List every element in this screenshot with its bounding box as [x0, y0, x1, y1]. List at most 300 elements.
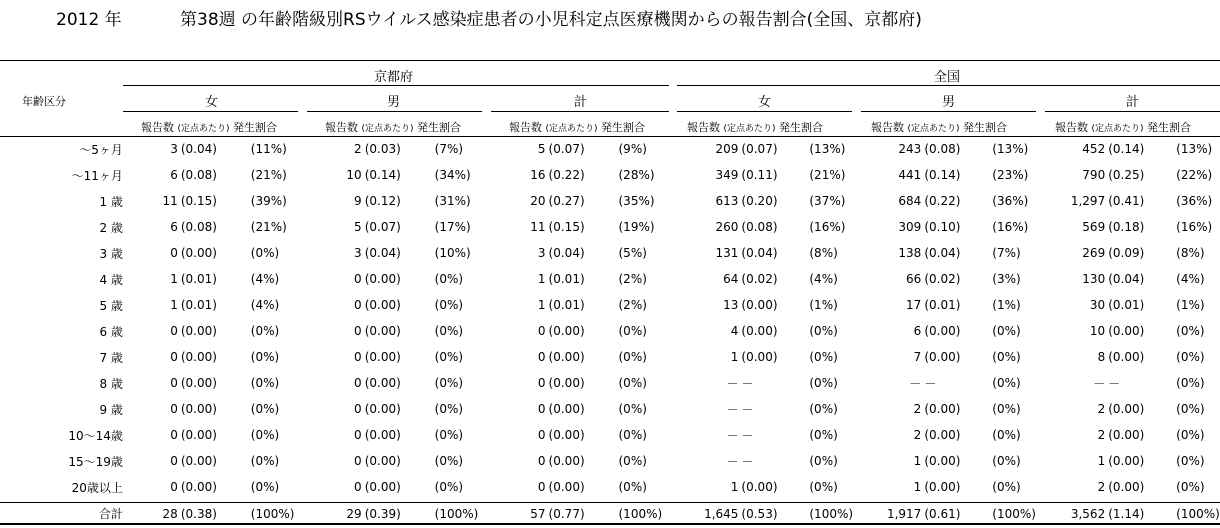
kyoto-group-rule: [123, 85, 669, 86]
group-national: 全国: [934, 70, 961, 85]
top-rule: [0, 60, 1220, 61]
table-row: [0, 292, 1220, 318]
per-site-cell: (0.00): [1108, 428, 1145, 442]
reports-cell: 20: [530, 194, 546, 208]
per-site-cell: (0.10): [924, 220, 961, 234]
reports-cell: 1,917: [886, 506, 922, 521]
rate-cell: (100%): [1176, 506, 1220, 521]
rate-cell: (11%): [250, 142, 287, 156]
rate-cell: (0%): [1176, 402, 1205, 416]
reports-cell: 452: [1082, 142, 1106, 156]
rate-cell: (0%): [250, 402, 280, 416]
reports-cell: 5: [354, 220, 362, 234]
table-row: [0, 448, 1220, 474]
rate-cell: (100%): [250, 506, 295, 521]
reports-cell: 66: [906, 272, 922, 286]
per-site-cell: (0.00): [924, 402, 961, 416]
col-per: (定点あたり): [545, 124, 598, 134]
year-label: 2012 年: [56, 10, 122, 30]
table-row: [0, 396, 1220, 422]
reports-cell: 1,645: [704, 506, 739, 521]
rate-cell: (7%): [434, 142, 464, 156]
reports-cell: 6: [170, 168, 178, 182]
age-cell: 8 歳: [99, 376, 123, 391]
rate-cell: (31%): [434, 194, 471, 208]
reports-cell: 29: [346, 506, 362, 521]
table-row: [0, 266, 1220, 292]
national-group-rule: [677, 85, 1220, 86]
per-site-cell: (0.02): [741, 272, 778, 286]
table-row: [0, 370, 1220, 396]
col-reports: 報告数: [325, 121, 358, 134]
rate-cell: (28%): [618, 168, 655, 182]
per-site-cell: (0.01): [548, 272, 585, 286]
rate-cell: (0%): [618, 376, 647, 390]
reports-cell: 0: [170, 350, 178, 364]
rate-cell: (1%): [809, 298, 838, 312]
reports-cell: 1: [913, 454, 922, 468]
reports-cell: 2: [1097, 480, 1106, 494]
reports-cell: 28: [162, 506, 178, 521]
rate-cell: (0%): [434, 428, 464, 442]
rate-cell: (17%): [434, 220, 471, 234]
reports-cell: 349: [715, 168, 739, 182]
table-row: [0, 318, 1220, 344]
reports-cell: 11: [162, 194, 178, 208]
rate-cell: (0%): [992, 454, 1021, 468]
per-site-cell: (0.00): [180, 454, 217, 468]
per-site-cell: (0.39): [364, 506, 401, 521]
per-site-cell: (0.00): [364, 480, 401, 494]
sex-header: 男: [942, 95, 956, 110]
rate-cell: (0%): [992, 324, 1021, 338]
rate-cell: (0%): [434, 480, 464, 494]
rate-cell: (34%): [434, 168, 471, 182]
rate-cell: (0%): [809, 402, 838, 416]
reports-cell: 1,297: [1070, 194, 1106, 208]
rate-cell: (4%): [250, 272, 280, 286]
sex-rule-4: [677, 111, 852, 112]
reports-cell: 7: [913, 350, 922, 364]
reports-cell: 0: [354, 454, 362, 468]
rate-cell: (16%): [992, 220, 1029, 234]
per-site-cell: (0.07): [364, 220, 401, 234]
col-per: (定点あたり): [361, 124, 414, 134]
reports-cell: 269: [1082, 246, 1106, 260]
per-site-cell: (0.00): [924, 324, 961, 338]
column-headers: [141, 119, 277, 135]
rate-cell: (9%): [618, 142, 647, 156]
rate-cell: (35%): [618, 194, 655, 208]
rate-cell: (0%): [618, 480, 647, 494]
reports-cell: 441: [898, 168, 922, 182]
column-headers: [509, 119, 645, 135]
reports-cell: 0: [354, 298, 362, 312]
sex-header: 計: [574, 95, 588, 110]
per-site-cell: (0.00): [180, 480, 217, 494]
reports-cell: －: [1093, 376, 1106, 391]
rate-cell: (0%): [1176, 428, 1205, 442]
age-cell: 3 歳: [99, 246, 123, 261]
sex-header: 計: [1126, 95, 1140, 110]
reports-cell: 1: [730, 480, 739, 494]
reports-cell: －: [726, 454, 739, 469]
reports-cell: 130: [1082, 272, 1106, 286]
reports-cell: 16: [530, 168, 546, 182]
per-site-cell: (0.00): [180, 350, 217, 364]
rate-cell: (1%): [992, 298, 1021, 312]
reports-cell: 243: [898, 142, 922, 156]
rate-cell: (0%): [250, 454, 280, 468]
per-site-cell: (0.18): [1108, 220, 1145, 234]
per-site-cell: (0.02): [924, 272, 961, 286]
rate-cell: (21%): [250, 220, 287, 234]
per-site-cell: (0.00): [548, 428, 585, 442]
rate-cell: (0%): [809, 350, 838, 364]
sex-rule-1: [123, 111, 298, 112]
reports-cell: 138: [898, 246, 922, 260]
per-site-cell: (0.00): [364, 350, 401, 364]
rate-cell: (10%): [434, 246, 471, 260]
rate-cell: (13%): [809, 142, 846, 156]
per-site-cell: (0.61): [924, 506, 961, 521]
sex-header: 男: [387, 95, 401, 110]
col-rate: 発生割合: [1147, 121, 1192, 134]
reports-cell: 0: [170, 246, 178, 260]
rate-cell: (0%): [1176, 480, 1205, 494]
rate-cell: (2%): [618, 272, 647, 286]
rate-cell: (100%): [434, 506, 479, 521]
rate-cell: (21%): [809, 168, 846, 182]
rate-cell: (100%): [618, 506, 663, 521]
reports-cell: 10: [346, 168, 362, 182]
reports-cell: 3: [537, 246, 546, 260]
rate-cell: (0%): [618, 350, 647, 364]
per-site-cell: (0.04): [741, 246, 778, 260]
col-reports: 報告数: [687, 121, 720, 134]
col-per: (定点あたり): [1091, 124, 1144, 134]
age-cell: 5 歳: [99, 298, 123, 313]
per-site-cell: (0.00): [548, 402, 585, 416]
reports-cell: 9: [354, 194, 362, 208]
column-headers: [325, 119, 461, 135]
reports-cell: 4: [730, 324, 739, 338]
per-site-cell: －: [924, 376, 937, 391]
col-per: (定点あたり): [723, 124, 776, 134]
age-cell: 4 歳: [99, 272, 123, 287]
per-site-cell: (0.00): [1108, 454, 1145, 468]
reports-cell: 0: [354, 480, 362, 494]
reports-cell: 260: [715, 220, 739, 234]
age-cell: 1 歳: [99, 194, 123, 209]
per-site-cell: －: [741, 376, 754, 391]
column-headers: [1055, 119, 1191, 135]
rate-cell: (0%): [992, 350, 1021, 364]
sex-rule-5: [861, 111, 1036, 112]
rate-cell: (8%): [1176, 246, 1205, 260]
reports-cell: 13: [723, 298, 739, 312]
rate-cell: (1%): [1176, 298, 1205, 312]
per-site-cell: (0.00): [548, 480, 585, 494]
rate-cell: (39%): [250, 194, 287, 208]
reports-cell: 6: [170, 220, 178, 234]
age-cell: 10～14歳: [68, 428, 123, 443]
per-site-cell: (0.00): [180, 428, 217, 442]
reports-cell: 790: [1082, 168, 1106, 182]
rate-cell: (0%): [809, 480, 838, 494]
reports-cell: 0: [354, 402, 362, 416]
per-site-cell: (0.00): [1108, 324, 1145, 338]
per-site-cell: (0.00): [741, 350, 778, 364]
per-site-cell: (0.00): [924, 454, 961, 468]
rate-cell: (0%): [434, 376, 464, 390]
per-site-cell: (0.07): [548, 142, 585, 156]
reports-cell: 209: [715, 142, 739, 156]
per-site-cell: (0.14): [364, 168, 401, 182]
per-site-cell: (0.08): [180, 168, 217, 182]
rate-cell: (0%): [1176, 454, 1205, 468]
reports-cell: 2: [913, 428, 922, 442]
reports-cell: 2: [1097, 428, 1106, 442]
rate-cell: (0%): [434, 454, 464, 468]
table-row: [0, 136, 1220, 162]
per-site-cell: (0.15): [548, 220, 585, 234]
reports-cell: 684: [898, 194, 922, 208]
rate-cell: (100%): [809, 506, 854, 521]
per-site-cell: (1.14): [1108, 506, 1145, 521]
reports-cell: 0: [537, 402, 546, 416]
reports-cell: 2: [913, 402, 922, 416]
col-per: (定点あたり): [177, 124, 230, 134]
table-row: [0, 240, 1220, 266]
age-cell: 7 歳: [99, 350, 123, 365]
per-site-cell: (0.22): [548, 168, 585, 182]
table-row: [0, 188, 1220, 214]
reports-cell: 0: [170, 324, 178, 338]
col-rate: 発生割合: [963, 121, 1008, 134]
reports-cell: 1: [730, 350, 739, 364]
reports-cell: 131: [715, 246, 739, 260]
rate-cell: (0%): [1176, 350, 1205, 364]
per-site-cell: (0.00): [180, 402, 217, 416]
per-site-cell: (0.09): [1108, 246, 1145, 260]
rate-cell: (0%): [618, 454, 647, 468]
per-site-cell: (0.00): [548, 376, 585, 390]
per-site-cell: (0.00): [364, 428, 401, 442]
age-cell: 2 歳: [99, 220, 123, 235]
rate-cell: (0%): [434, 350, 464, 364]
rate-cell: (4%): [1176, 272, 1205, 286]
reports-cell: 64: [723, 272, 739, 286]
column-headers: [871, 119, 1007, 135]
per-site-cell: (0.27): [548, 194, 585, 208]
per-site-cell: －: [1108, 376, 1121, 391]
rate-cell: (0%): [809, 428, 838, 442]
reports-cell: －: [726, 402, 739, 417]
per-site-cell: (0.08): [741, 220, 778, 234]
col-rate: 発生割合: [601, 121, 646, 134]
per-site-cell: (0.14): [1108, 142, 1145, 156]
reports-cell: 613: [715, 194, 739, 208]
reports-cell: 1: [537, 272, 546, 286]
per-site-cell: (0.00): [180, 376, 217, 390]
per-site-cell: (0.08): [924, 142, 961, 156]
reports-cell: 2: [354, 142, 362, 156]
sex-header: 女: [205, 95, 219, 110]
rate-cell: (0%): [618, 402, 647, 416]
rate-cell: (36%): [1176, 194, 1213, 208]
per-site-cell: (0.38): [180, 506, 217, 521]
reports-cell: 0: [537, 324, 546, 338]
per-site-cell: (0.25): [1108, 168, 1145, 182]
rate-cell: (22%): [1176, 168, 1213, 182]
per-site-cell: (0.00): [924, 350, 961, 364]
reports-cell: 309: [898, 220, 922, 234]
per-site-cell: (0.00): [548, 324, 585, 338]
rate-cell: (0%): [250, 350, 280, 364]
per-site-cell: (0.00): [180, 246, 217, 260]
per-site-cell: (0.77): [548, 506, 585, 521]
data-table: [0, 136, 1220, 527]
per-site-cell: (0.00): [741, 298, 778, 312]
reports-cell: 17: [906, 298, 922, 312]
per-site-cell: (0.22): [924, 194, 961, 208]
reports-cell: 0: [170, 480, 178, 494]
rate-cell: (8%): [809, 246, 838, 260]
reports-cell: 0: [354, 428, 362, 442]
per-site-cell: (0.00): [741, 324, 778, 338]
per-site-cell: (0.04): [924, 246, 961, 260]
per-site-cell: (0.04): [364, 246, 401, 260]
rate-cell: (4%): [250, 298, 280, 312]
reports-cell: 0: [170, 376, 178, 390]
rate-cell: (19%): [618, 220, 655, 234]
table-body: [0, 136, 1220, 527]
rate-cell: (5%): [618, 246, 647, 260]
sex-rule-3: [491, 111, 669, 112]
col-per: (定点あたり): [907, 124, 960, 134]
rate-cell: (0%): [250, 376, 280, 390]
per-site-cell: (0.12): [364, 194, 401, 208]
reports-cell: 1: [913, 480, 922, 494]
rate-cell: (0%): [809, 376, 838, 390]
reports-cell: 0: [537, 454, 546, 468]
per-site-cell: (0.00): [548, 454, 585, 468]
sex-header: 女: [758, 95, 772, 110]
col-rate: 発生割合: [233, 121, 278, 134]
per-site-cell: (0.01): [180, 298, 217, 312]
age-cell: 合計: [98, 507, 123, 521]
reports-cell: 1: [170, 272, 178, 286]
reports-cell: 2: [1097, 402, 1106, 416]
per-site-cell: －: [741, 402, 754, 417]
per-site-cell: (0.41): [1108, 194, 1145, 208]
reports-cell: 0: [537, 350, 546, 364]
per-site-cell: －: [741, 454, 754, 469]
age-cell: ～11ヶ月: [71, 168, 123, 183]
rate-cell: (7%): [992, 246, 1021, 260]
per-site-cell: －: [741, 428, 754, 443]
reports-cell: 0: [354, 324, 362, 338]
rate-cell: (0%): [992, 428, 1021, 442]
rate-cell: (0%): [992, 376, 1021, 390]
rate-cell: (16%): [809, 220, 846, 234]
age-column-header: 年齢区分: [22, 95, 66, 108]
rate-cell: (0%): [809, 454, 838, 468]
reports-cell: 1: [170, 298, 178, 312]
per-site-cell: (0.01): [548, 298, 585, 312]
per-site-cell: (0.00): [364, 272, 401, 286]
rate-cell: (3%): [992, 272, 1021, 286]
rate-cell: (0%): [250, 428, 280, 442]
age-cell: ～5ヶ月: [79, 142, 123, 157]
per-site-cell: (0.14): [924, 168, 961, 182]
rate-cell: (36%): [992, 194, 1029, 208]
reports-cell: 8: [1097, 350, 1106, 364]
col-rate: 発生割合: [779, 121, 824, 134]
reports-cell: 0: [354, 272, 362, 286]
per-site-cell: (0.53): [741, 506, 778, 521]
reports-cell: 3: [170, 142, 178, 156]
table-row: [0, 344, 1220, 370]
table-row: [0, 162, 1220, 188]
rate-cell: (13%): [992, 142, 1029, 156]
reports-cell: －: [726, 428, 739, 443]
reports-cell: 569: [1082, 220, 1106, 234]
col-reports: 報告数: [1055, 121, 1088, 134]
table-row: [0, 214, 1220, 240]
rate-cell: (0%): [250, 324, 280, 338]
bottom-rule: [0, 523, 1220, 525]
rate-cell: (0%): [434, 272, 464, 286]
rate-cell: (0%): [434, 324, 464, 338]
rate-cell: (2%): [618, 298, 647, 312]
rate-cell: (0%): [434, 298, 464, 312]
reports-cell: 1: [537, 298, 546, 312]
rate-cell: (13%): [1176, 142, 1213, 156]
per-site-cell: (0.03): [364, 142, 401, 156]
reports-cell: －: [726, 376, 739, 391]
age-cell: 9 歳: [99, 402, 123, 417]
per-site-cell: (0.00): [924, 428, 961, 442]
sex-rule-2: [307, 111, 482, 112]
rate-cell: (0%): [250, 480, 280, 494]
age-cell: 20歳以上: [71, 480, 123, 495]
per-site-cell: (0.00): [1108, 402, 1145, 416]
rate-cell: (100%): [992, 506, 1036, 521]
per-site-cell: (0.04): [1108, 272, 1145, 286]
total-rule: [0, 502, 1220, 503]
reports-cell: 30: [1089, 298, 1106, 312]
per-site-cell: (0.00): [1108, 480, 1145, 494]
per-site-cell: (0.01): [180, 272, 217, 286]
rate-cell: (16%): [1176, 220, 1213, 234]
rate-cell: (4%): [809, 272, 838, 286]
reports-cell: 11: [530, 220, 546, 234]
per-site-cell: (0.00): [180, 324, 217, 338]
per-site-cell: (0.00): [1108, 350, 1145, 364]
per-site-cell: (0.00): [364, 402, 401, 416]
reports-cell: 5: [537, 142, 546, 156]
per-site-cell: (0.00): [364, 324, 401, 338]
col-reports: 報告数: [509, 121, 542, 134]
reports-cell: 0: [170, 402, 178, 416]
sex-rule-6: [1045, 111, 1220, 112]
reports-cell: 0: [537, 428, 546, 442]
per-site-cell: (0.01): [1108, 298, 1145, 312]
per-site-cell: (0.00): [924, 480, 961, 494]
reports-cell: 0: [537, 376, 546, 390]
